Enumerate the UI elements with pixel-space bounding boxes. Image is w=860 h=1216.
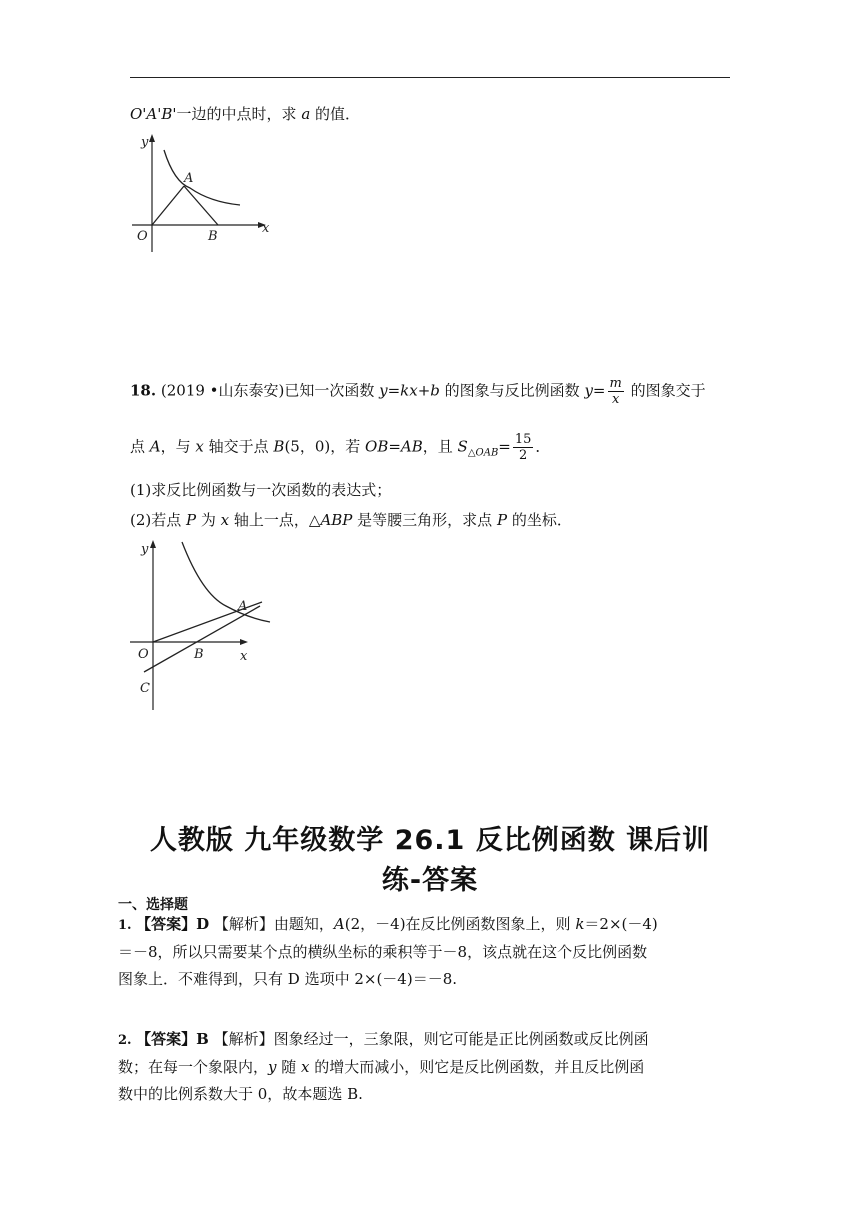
fig2-label-x: x [240,649,248,664]
fig1-label-y: y [141,135,149,150]
section-heading: 一、选择题 [118,897,188,913]
fig2-label-c: C [140,681,150,696]
fig2-label-b: B [194,647,204,662]
answer-title-line-2: 练-答案 [381,865,479,896]
fig1-label-b: B [208,229,218,244]
figure-1-graph [128,132,278,258]
answer-title-line-1: 人教版 九年级数学 26.1 反比例函数 课后训 [149,825,711,856]
q18-part-2: (2)若点 P 为 x 轴上一点，△ABP 是等腰三角形，求点 P 的坐标． [130,511,572,529]
fig2-label-o: O [138,647,149,662]
fraction-m-over-x: $\frac{m}{x}$ [609,376,622,407]
figure-2-graph [126,536,276,714]
answer-1: 1. 【答案】D 【解析】由题知，A(2，－4)在反比例函数图象上，则 k＝2×(－4) ＝－8，所以只需要某个点的横纵坐标的乘积等于－8，该点就在这个反比例函数 图象上．不难得到，只有 D 选项中 2×(－4)＝－8. [118,915,658,988]
fig2-label-a: A [238,599,248,614]
q18-line-2: 点 A，与 x 轴交于点 B(5，0)，若 OB=AB，且 $S_{\triangle OAB}=$ $\frac{15}{2}$ ． [130,432,551,463]
answer-2: 2. 【答案】B 【解析】图象经过一，三象限，则它可能是正比例函数或反比例函 数；在每一个象限内，y 随 x 的增大而减小，则它是反比例函数，并且反比例函 数中的比例系数大于 0，故本题选 B. [118,1030,649,1103]
continued-question-text: O'A'B'一边的中点时，求 a 的值． [130,105,361,123]
fraction-15-over-2: $\frac{15}{2}$ [514,432,532,463]
fig1-label-x: x [262,221,270,236]
header-rule [130,77,730,78]
q18-part-1: (1)求反比例函数与一次函数的表达式； [130,481,392,499]
fig2-label-y: y [141,542,149,557]
q18-line-1: 18. (2019 •山东泰安)已知一次函数 y=kx+b 的图象与反比例函数 y= $\frac{m}{x}$ 的图象交于 [130,376,706,407]
fig1-label-o: O [137,229,148,244]
fig1-label-a: A [184,171,194,186]
